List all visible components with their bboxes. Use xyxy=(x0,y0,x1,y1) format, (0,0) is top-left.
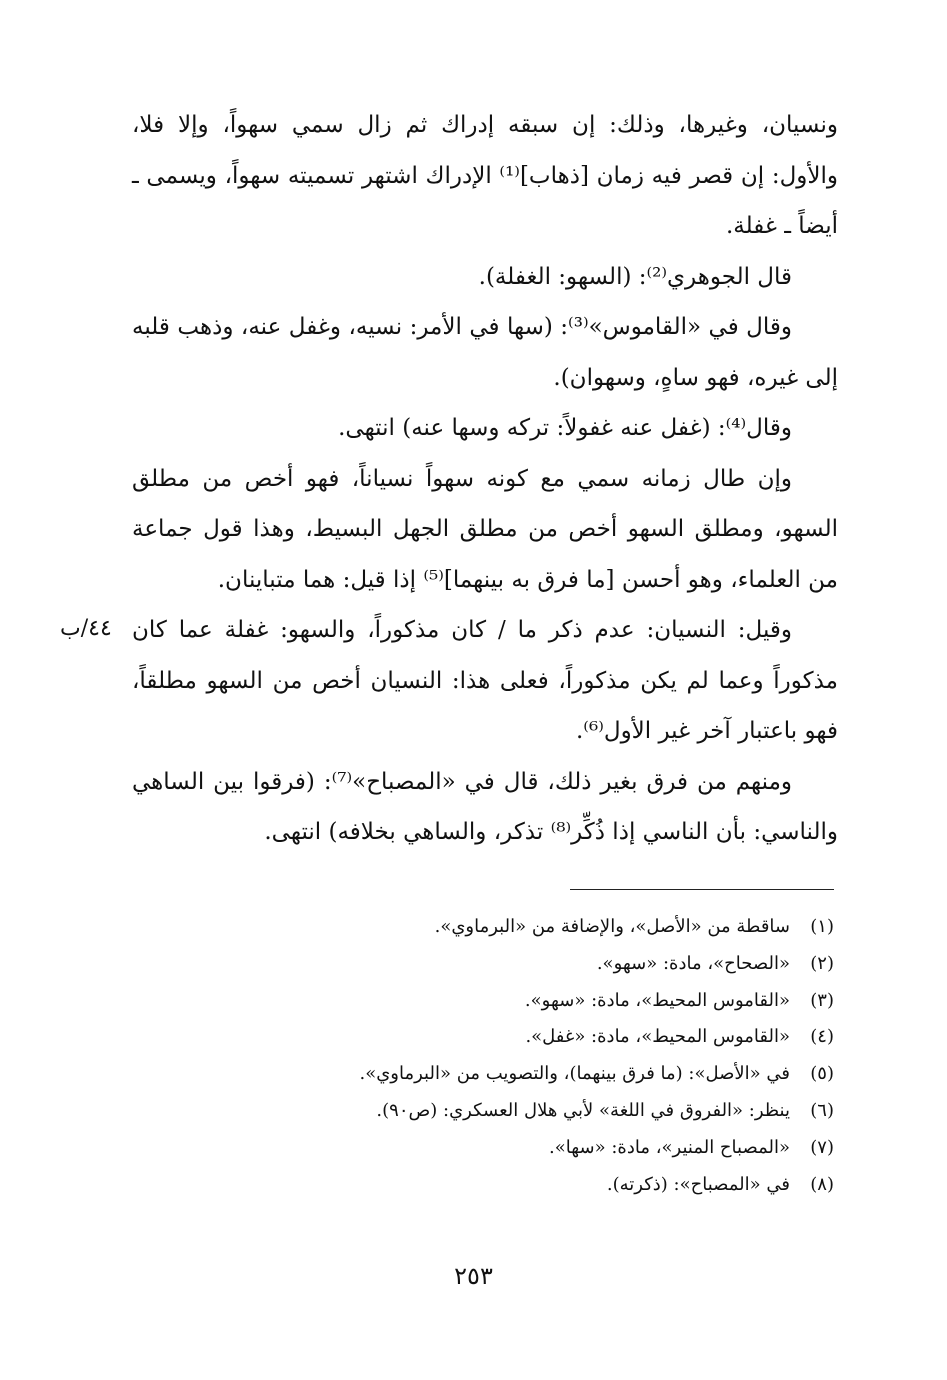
manuscript-folio-marker: ٤٤/ب xyxy=(60,616,112,641)
paragraph-7: ومنهم من فرق بغير ذلك، قال في «المصباح»⁽⁷⁾: (فرقوا بين الساهي والناسي: بأن الناسي إذا ذُكِّر⁽⁸⁾ تذكر، والساهي بخلافه) انتهى. xyxy=(132,768,838,845)
footnote-separator xyxy=(570,889,834,890)
footnote-number: (٣) xyxy=(810,989,834,1011)
footnote-number: (٨) xyxy=(810,1173,834,1195)
footnote-text: «القاموس المحيط»، مادة: «غفل». xyxy=(525,1026,790,1048)
paragraph-1: ونسيان، وغيرها، وذلك: إن سبقه إدراك ثم زال سمي سهواً، وإلا فلا، والأول: إن قصر فيه زمان [ذهاب]⁽¹⁾ الإدراك اشتهر تسميته سهواً، ويسمى ـ أيضاً ـ غفلة. xyxy=(132,112,839,239)
footnote-text: «الصحاح»، مادة: «سهو». xyxy=(596,952,790,974)
footnote-item xyxy=(300,946,834,983)
footnote-number: (٤) xyxy=(810,1026,834,1048)
footnote-number: (٦) xyxy=(810,1099,834,1121)
paragraph-4: وقال⁽⁴⁾: (غفل عنه غفولاً: تركه وسها عنه) انتهى. xyxy=(338,415,792,441)
footnote-text: في «المصباح»: (ذكرته). xyxy=(606,1173,790,1195)
footnote-number: (٢) xyxy=(810,952,834,974)
footnote-item xyxy=(300,909,834,946)
footnote-text: «المصباح المنير»، مادة: «سها». xyxy=(549,1136,790,1158)
paragraph-2: قال الجوهري⁽²⁾: (السهو: الغفلة). xyxy=(478,263,792,290)
footnote-item xyxy=(300,1130,834,1167)
footnote-item xyxy=(300,1056,834,1093)
footnote-text: «القاموس المحيط»، مادة: «سهو». xyxy=(524,989,790,1011)
page-number: ٢٥٣ xyxy=(454,1262,493,1290)
footnote-text: ساقطة من «الأصل»، والإضافة من «البرماوي». xyxy=(434,916,790,937)
paragraph-6: وقيل: النسيان: عدم ذكر ما / كان مذكوراً، والسهو: غفلة عما كان مذكوراً وعما لم يكن مذكوراً، فعلى هذا: النسيان أخص من السهو مطلقاً، فهو باعتبار آخر غير الأول⁽⁶⁾. xyxy=(132,617,838,744)
paragraph-5: وإن طال زمانه سمي مع كونه سهواً نسياناً، فهو أخص من مطلق السهو، ومطلق السهو أخص من مطلق الجهل البسيط، وهذا قول جماعة من العلماء، وهو أحسن [ما فرق به بينهما]⁽⁵⁾ إذا قيل: هما متباينان. xyxy=(132,465,838,593)
main-text-body xyxy=(132,100,838,858)
footnote-number: (٥) xyxy=(810,1063,834,1085)
footnote-text: ينظر: «الفروق في اللغة» لأبي هلال العسكري: (ص٩٠). xyxy=(376,1099,790,1121)
footnote-item xyxy=(300,983,834,1020)
footnote-number: (٧) xyxy=(810,1136,834,1158)
footnote-item xyxy=(300,1019,834,1056)
footnote-number: (١) xyxy=(810,916,834,937)
footnotes-list xyxy=(300,909,834,1203)
footnote-item xyxy=(300,1167,834,1204)
footnote-text: في «الأصل»: (ما فرق بينهما)، والتصويب من «البرماوي». xyxy=(359,1063,790,1085)
footnote-item xyxy=(300,1093,834,1130)
paragraph-3: وقال في «القاموس»⁽³⁾: (سها في الأمر: نسيه، وغفل عنه، وذهب قلبه إلى غيره، فهو ساهٍ، وسهوان). xyxy=(132,314,838,391)
